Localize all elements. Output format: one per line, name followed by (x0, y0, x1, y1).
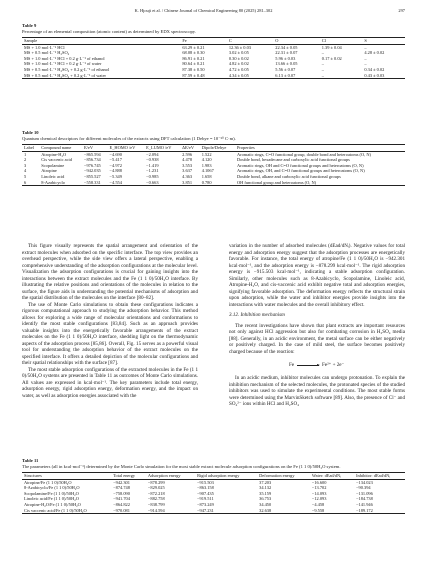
right-paragraph-3: In an acidic medium, inhibitor molecules can undergo protonation. To explain the inhibition mechanism of the selected molecules, the protonated species of the studied inhibitors was used to simulate the experimental conditions. The most stable forms were determined using the MarvinSketch software [89]. Also, the presence of Cl⁻ and SO₄²⁻ ions within HCl and H₂SO₄ (229, 375, 405, 407)
table-cell: OH functional group and heteroatoms (O, N) (235, 180, 405, 186)
table-cell: −947.231 (195, 508, 257, 514)
table-row (22, 180, 405, 186)
table-cell: −141.946 (356, 501, 373, 507)
table-cell: Atropine (41, 168, 57, 174)
left-column (22, 243, 198, 399)
table-cell: −856.734 (84, 157, 101, 163)
table-cell: −970.081 (111, 508, 146, 514)
table-cell: 0.17 ± 0.02 (321, 55, 342, 61)
table-cell: 63.29 ± 0.21 (182, 44, 205, 50)
table-cell: −882.758 (147, 496, 165, 502)
table-cell: 0.30 ± 0.02 (228, 55, 249, 61)
table-cell: 3.553 (182, 162, 193, 168)
table-cell: 34.132 (259, 485, 272, 491)
table-cell: 4.28 ± 0.02 (364, 50, 385, 56)
table11-caption-block (22, 458, 405, 470)
table-cell: Linoleic acid/Fe (1 1 0)/50H₂O (24, 496, 79, 502)
table-cell: −865.594 (84, 151, 101, 157)
table-cell: – (364, 44, 367, 50)
table11-header-cell: Structures (22, 473, 111, 480)
table-cell: – (321, 50, 324, 56)
table-cell: −838.799 (147, 501, 165, 507)
table-cell: 8-Azabicyclo/Fe (1 1 0)/50H₂O (24, 485, 80, 491)
table9-header-cell: O (273, 38, 319, 45)
table-cell: 4.72 ± 0.05 (228, 66, 249, 72)
table-cell: 80.64 ± 0.21 (182, 61, 205, 67)
table-cell: 6 (22, 180, 39, 186)
table9-label: Table 9 (22, 23, 37, 28)
table-cell: −4.458 (311, 501, 325, 507)
table-cell: MS + 0.5 mol·L⁻¹ H₂SO₄ (24, 50, 70, 56)
table-cell: −12.093 (311, 496, 327, 502)
table-cell: −942.035 (84, 168, 101, 174)
table-cell: −0.663 (144, 180, 180, 186)
table-cell: 8-Azabicyclo (39, 180, 82, 186)
table-cell: −16.600 (311, 479, 327, 485)
table-cell: 4.1067 (201, 168, 214, 174)
table9-caption-block (22, 23, 405, 35)
table-cell: – (364, 55, 367, 61)
table11-header-cell: Water: dEad/dNᵢ (310, 473, 354, 480)
table-cell: 36.753 (259, 496, 272, 502)
table-cell: −829.025 (147, 485, 165, 491)
running-head: K. Hjouji et al. / Chinese Journal of Chemical Engineering 80 (2025) 281–302 (134, 8, 273, 13)
table-cell: −134.023 (356, 479, 373, 485)
table-cell: MS + 1.0 mol·L⁻¹ HCl + 0.2 g·L⁻¹ of water (24, 61, 102, 67)
table-cell: 2 (24, 157, 27, 163)
table-cell: 37.203 (259, 479, 272, 485)
table-cell: −863.158 (197, 485, 214, 491)
table-cell: Double bond, alkane and carboxylic acid functional groups (236, 173, 341, 179)
table-cell: 5.56 ± 0.07 (275, 66, 296, 72)
table-cell: MS + 0.5 mol·L⁻¹ H₂SO₄ + 0.2 g·L⁻¹ of ethanol (24, 66, 110, 72)
table-cell: −9.558 (310, 508, 354, 514)
table-cell: −4.554 (108, 180, 145, 186)
table-cell: 4.363 (182, 173, 193, 179)
right-paragraph-2: The recent investigations have shown that plant extracts are important resources not only against HCl aggression but also for combating corrosion in H₂SO₄ media [88]. Generally, in an acidic environment, the metal surface can be either negatively or positively charged. In the case of mild steel, the surface becomes positively charged because of the reaction: (229, 322, 405, 355)
table-cell: −4.690 (109, 151, 122, 157)
table-cell: 4.478 (182, 157, 193, 163)
right-column (229, 243, 405, 408)
table9 (22, 37, 405, 79)
table11-header-cell: Total energy (111, 473, 146, 480)
table11-header-cell: Deformation energy (257, 473, 310, 480)
table-cell: −874.748 (113, 485, 130, 491)
table10-header-cell: Label (22, 145, 39, 152)
table-cell: Scopolamine (41, 162, 65, 168)
table10-label: Table 10 (22, 130, 39, 135)
table-cell: 87.38 ± 0.50 (182, 66, 205, 72)
table9-header-cell: C (227, 38, 273, 45)
left-paragraph-3: The most stable adsorption configurations of the extracted molecules in the Fe (1 1 0)/50H₂O systems are presented in Table 11 as outcomes of Monte Carlo simulations. All values are expressed in kcal·mol⁻¹. The key parameters include total energy, adsorption energy, rigid adsorption energy, deformation energy, and the impact on water, as well as adsorption energies associated with the (22, 366, 198, 399)
table10-header-cell: E_LUMO /eV (144, 145, 180, 152)
equation-lhs: Fe (289, 362, 295, 368)
table-cell: 22.31 ± 0.07 (275, 50, 298, 56)
table10-header-cell: E_HOMO /eV (108, 145, 145, 152)
table-cell: – (321, 61, 324, 67)
table-cell: 87.59 ± 0.48 (180, 73, 226, 79)
table-cell: −976.745 (84, 162, 101, 168)
table-cell: MS + 0.5 mol·L⁻¹ H₂SO₄ + 0.2 g·L⁻¹ of water (22, 73, 180, 79)
reaction-equation (229, 358, 405, 372)
table-cell: −873.249 (197, 501, 214, 507)
equation-rhs: Fe²⁺ + 2e⁻ (322, 362, 345, 368)
section-heading: 3.12. Inhibition mechanism (229, 312, 285, 318)
table-cell: −915.503 (197, 479, 214, 485)
table11-header-cell: Rigid adsorption energy (195, 473, 257, 480)
table-cell: 6.13 ± 0.07 (273, 73, 319, 79)
table-cell: −184.738 (356, 496, 373, 502)
table-cell: 12.36 ± 0.03 (228, 44, 251, 50)
table-cell: 1.983 (201, 162, 212, 168)
table-cell: −13.702 (311, 485, 327, 491)
table11-header-cell: Adsorption energy (146, 473, 195, 480)
table-cell: – (321, 66, 324, 72)
table-cell: −1.231 (146, 168, 159, 174)
table-cell: Cis vaccenic acid/Fe (1 1 0)/50H₂O (22, 508, 111, 514)
table-cell: −878.299 (147, 479, 165, 485)
table10-header-cell: Properties (235, 145, 405, 152)
table-cell: 3.02 ± 0.05 (228, 50, 249, 56)
left-paragraph-1: This figure visually represents the spatial arrangement and orientation of the extract molecules when adsorbed on the specific interface. The top view provides an overhead perspective, while the side view offers a lateral perspective, enabling a comprehensive understanding of the adsorption configurations at the molecular level. Visualization the adsorption configurations is crucial for gaining insights into the interactions between the extract molecules and the Fe (1 1 0)/50H₂O interface. By illustrating the relative positions and orientations of the molecules in relation to the surface, the figure aids in understanding the potential mechanisms of adsorption and the spatial distribution of the molecules on the interface [80–82]. (22, 243, 198, 301)
table-cell: −919.511 (197, 496, 214, 502)
right-paragraph-1: variation in the number of adsorbed molecules (dEad/dNᵢ). Negative values for total energy and adsorption energy suggest that the adsorption processes are energetically favorable. For instance, the total energy of atropine/Fe (1 1 0)/50H₂O is −942.301 kcal·mol⁻¹, and the adsorption energy is −878.299 kcal·mol⁻¹. The rigid adsorption energy is −915.503 kcal·mol⁻¹, indicating a stable adsorption configuration. Similarly, other molecules such as 8-Azabicyclo, Scopolamine, Linoleic acid, Atropine-H₂O, and cis-vaccenic acid exhibit negative total and adsorption energies, signifying favorable adsorption. The deformation energy reflects the structural strain upon adsorption, while the water and inhibitor energies provide insights into the interactions with water molecules and the overall inhibitory effect. (229, 243, 405, 308)
table-cell: 1.658 (201, 173, 212, 179)
table-cell: 3 (24, 162, 27, 168)
table-cell: Atropine/Fe (1 1 0)/50H₂O (24, 479, 72, 485)
table-cell: 1 (24, 151, 27, 157)
table-cell: Cis vaccenic acid (41, 157, 72, 163)
table-cell: 0.34 ± 0.02 (364, 66, 385, 72)
table9-header-cell: Cl (320, 38, 363, 45)
table-cell: 35.159 (259, 490, 272, 496)
table-cell: Atropine-H₂O/Fe (1 1 0)/50H₂O (24, 501, 81, 507)
table-cell: −5.349 (109, 173, 122, 179)
table-cell: −1.419 (146, 162, 159, 168)
table-cell: −941.704 (113, 496, 130, 502)
table-cell: 0.43 ± 0.03 (362, 73, 405, 79)
table-cell: −189.172 (354, 508, 405, 514)
table9-header-cell: S (362, 38, 405, 45)
table-cell: MS + 1.0 mol·L⁻¹ HCl (24, 44, 65, 50)
table-cell: −872.218 (147, 490, 165, 496)
table-cell: 86.91 ± 0.21 (182, 55, 205, 61)
table-cell: 0.780 (200, 180, 235, 186)
table-cell: −558.331 (82, 180, 108, 186)
table-cell: – (320, 73, 363, 79)
table-cell: Scopolamine/Fe (1 1 0)/50H₂O (24, 490, 79, 496)
table-cell: 4.34 ± 0.05 (227, 73, 273, 79)
page-number: 297 (398, 8, 405, 13)
table11 (22, 472, 405, 514)
table-cell: 22.34 ± 0.05 (275, 44, 298, 50)
table-cell: 1.522 (201, 151, 212, 157)
table-cell: 5.96 ± 0.03 (275, 55, 296, 61)
table10-header-cell: Dipole/Debye (200, 145, 235, 152)
table-cell: 2.596 (182, 151, 193, 157)
table-cell: Atropine-H₂O (41, 151, 67, 157)
table-cell: MS + 1.0 mol·L⁻¹ HCl + 0.2 g·L⁻¹ of ethanol (24, 55, 105, 61)
table-cell: 3.851 (180, 180, 200, 186)
table9-caption: Percentage of an elemental composition (atomic content) as determined by EDX spectroscopy. (22, 29, 196, 34)
table-cell: 34.450 (259, 501, 272, 507)
table10-caption-block (22, 130, 405, 142)
table9-header-cell: Sample (22, 38, 180, 45)
table-cell: −864.822 (113, 501, 130, 507)
table9-header-cell: Fe (180, 38, 226, 45)
table-cell: −5.417 (109, 157, 122, 163)
table-cell: Aromatic rings, OH, and C=O functional groups and heteroatoms (O, N) (236, 168, 365, 174)
table-cell: −4.888 (109, 168, 122, 174)
table11-header-cell: Inhibitor: dEad/dNᵢ (354, 473, 405, 480)
table-cell: −907.435 (197, 490, 214, 496)
table-cell: 5 (24, 173, 27, 179)
table-cell: −14.093 (311, 490, 327, 496)
running-header (22, 8, 405, 16)
table-cell: 13.66 ± 0.05 (275, 61, 298, 67)
table-cell: – (364, 61, 367, 67)
table-cell: 4 (24, 168, 27, 174)
table10-caption: Quantum chemical descriptors for different molecules of the extracts using DFT calculation (1 Debye = 10⁻³⁰ C·m). (22, 136, 236, 141)
table-cell: −758.090 (113, 490, 130, 496)
table10-header-cell: E/eV (82, 145, 108, 152)
left-paragraph-2: The use of Monte Carlo simulations to obtain these configurations indicates a rigorous computational approach to studying the adsorption behavior. This method allows for exploring a wide range of molecular orientations and conformations to identify the most stable configurations [83,84]. Such as an approach provides valuable insights into the energetically favorable arrangements of the extract molecules on the Fe (1 1 0)/50H₂O interface, shedding light on the thermodynamic aspects of the adsorption process [85,86]. Overall, Fig. 15 serves as a powerful visual tool for understanding the adsorption behavior of the extract molecules on the specified interface. It offers a detailed depiction of the molecular configurations and their spatial relationships with the surface [87]. (22, 301, 198, 366)
table-cell: 68.08 ± 0.30 (182, 50, 205, 56)
table-cell: Aromatic rings, OH and C=O functional groups and heteroatoms (O, N) (236, 162, 364, 168)
table11-label: Table 11 (22, 458, 39, 463)
table-cell: −4.972 (109, 162, 122, 168)
table-cell: 1.39 ± 0.04 (321, 44, 342, 50)
table-cell: 4.120 (201, 157, 212, 163)
table10 (22, 144, 405, 186)
table-cell: −90.394 (356, 485, 371, 491)
table-cell: −914.594 (146, 508, 195, 514)
table-cell: Double bond, hexadecane and carboxylic acid functional groups (236, 157, 350, 163)
table-cell: Aromatic rings, C=O functional group, double bond and heteroatoms (O, N) (236, 151, 371, 157)
table-row (22, 73, 405, 79)
arrow-icon (297, 365, 319, 366)
table-cell: 3.637 (182, 168, 193, 174)
table-cell: −131.096 (356, 490, 373, 496)
table-cell: 4.82 ± 0.02 (228, 61, 249, 67)
table-cell: −0.938 (146, 157, 159, 163)
table-cell: −942.301 (113, 479, 130, 485)
table-cell: −855.527 (84, 173, 101, 179)
table10-header-cell: ΔE/eV (180, 145, 200, 152)
table10-header-cell: Compound name (39, 145, 82, 152)
table-cell: 32.638 (257, 508, 310, 514)
table-cell: −0.985 (146, 173, 159, 179)
table-cell: Linoleic acid (41, 173, 65, 179)
table11-caption: The parameters (all in kcal·mol⁻¹) determined by the Monte Carlo simulation for the most stable extract molecule adsorption configurations on the Fe (1 1 0)/50H₂O system. (22, 464, 341, 469)
table-row (22, 508, 405, 514)
table-cell: −2.094 (146, 151, 159, 157)
